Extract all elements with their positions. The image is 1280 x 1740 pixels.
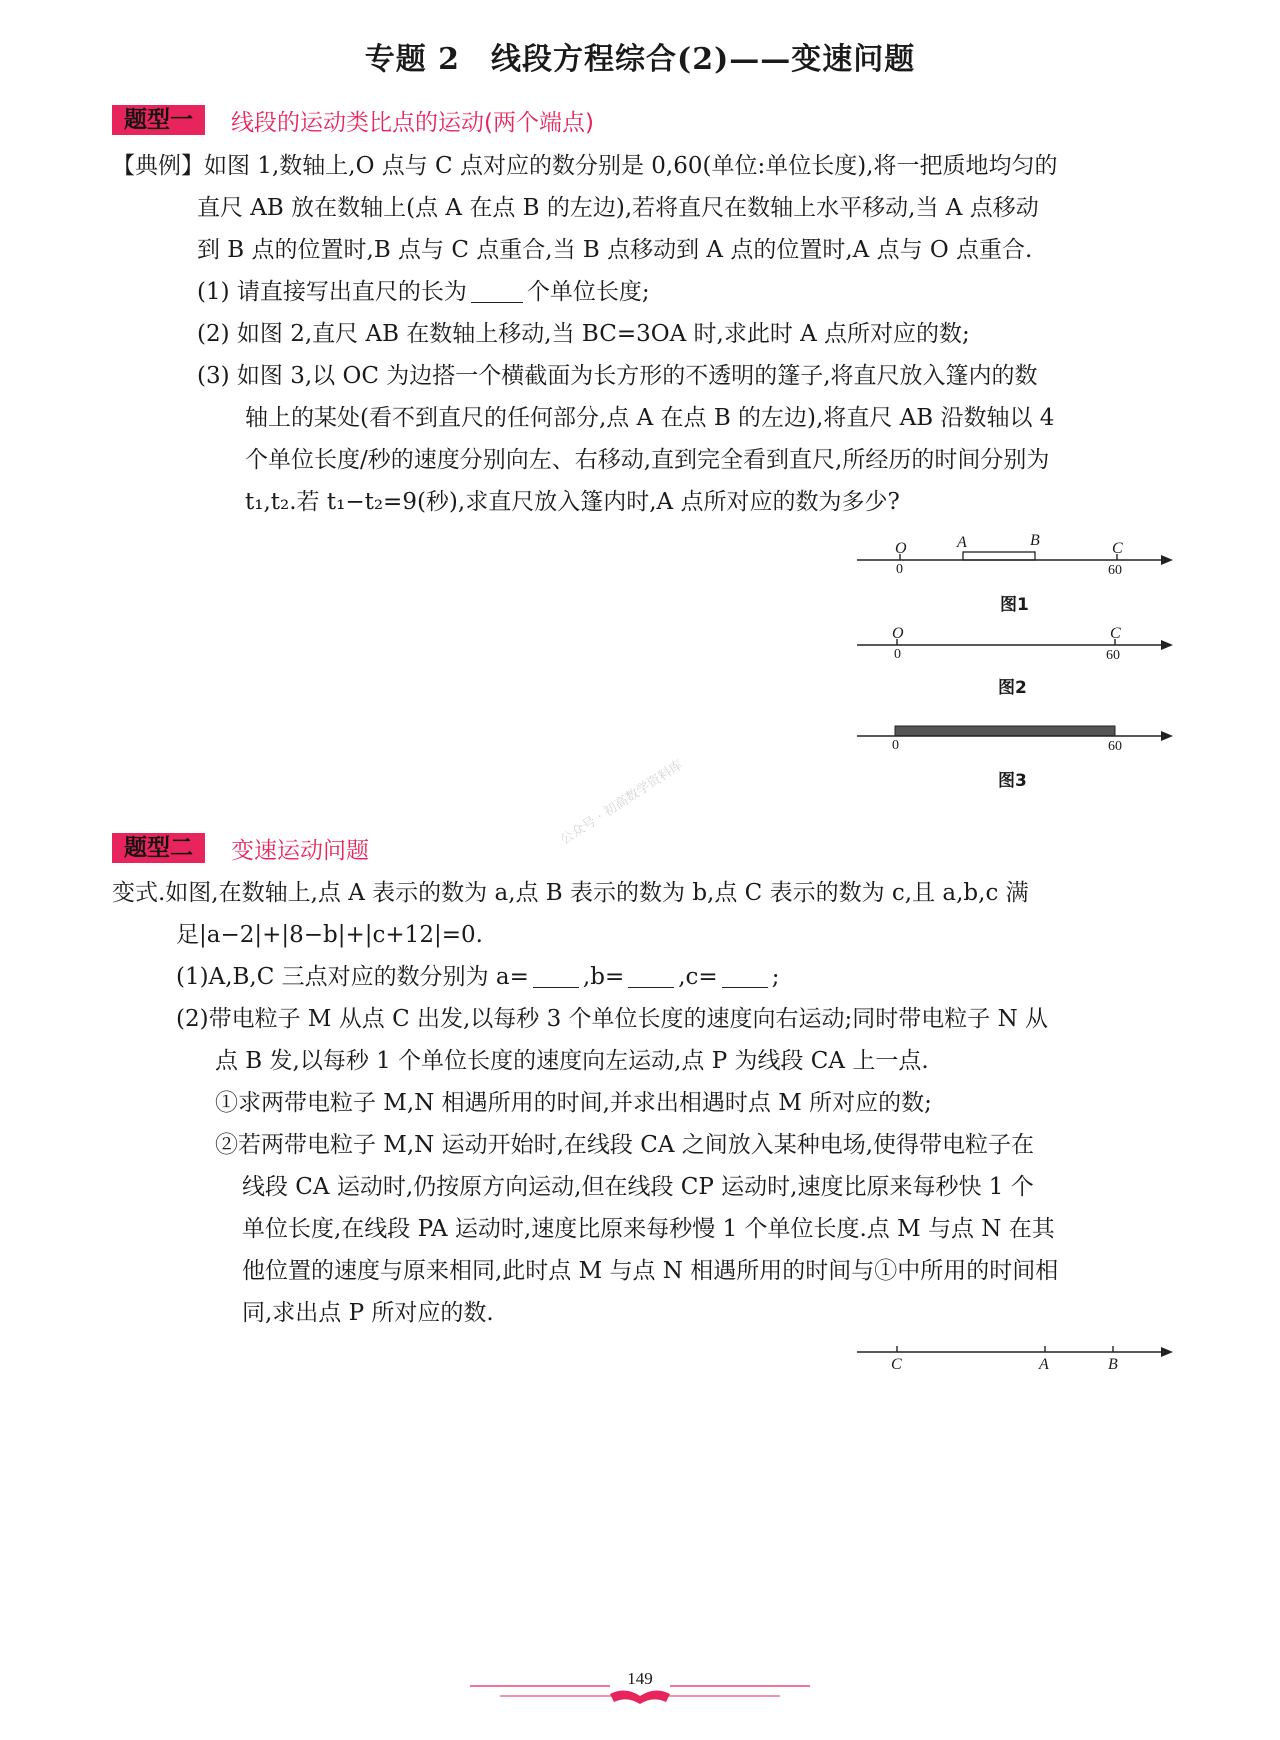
variant-question-1 xyxy=(112,956,1058,998)
example-problem xyxy=(112,145,1057,523)
section-2-tag: 题型二 xyxy=(112,833,205,863)
page-number: 149 xyxy=(627,1669,653,1688)
tick-label: 60 xyxy=(1108,739,1122,754)
section-1-tag: 题型一 xyxy=(112,105,205,135)
section-2-title: 变速运动问题 xyxy=(231,837,369,864)
number-line-with-canopy xyxy=(855,712,1175,748)
problem-line: 变式.如图,在数轴上,点 A 表示的数为 a,点 B 表示的数为 b,点 C 表示的数为 c,且 a,b,c 满 xyxy=(112,880,1029,906)
answer-blank-a xyxy=(533,961,579,988)
question-text: (1)A,B,C 三点对应的数分别为 a= xyxy=(176,964,529,990)
section-1-header xyxy=(112,105,594,135)
problem-line: 足|a−2|+|8−b|+|c+12|=0. xyxy=(176,922,483,948)
problem-line: 【典例】如图 1,数轴上,O 点与 C 点对应的数分别是 0,60(单位:单位长度),将一把质地均匀的 xyxy=(112,153,1058,179)
tick-label: 0 xyxy=(892,738,899,753)
problem-line: 点 B 发,以每秒 1 个单位长度的速度向左运动,点 P 为线段 CA 上一点. xyxy=(215,1048,929,1074)
question-1-unit: 个单位长度; xyxy=(526,279,650,305)
problem-line: t₁,t₂.若 t₁−t₂=9(秒),求直尺放入篷内时,A 点所对应的数为多少? xyxy=(245,489,900,515)
question-3: (3) 如图 3,以 OC 为边搭一个横截面为长方形的不透明的篷子,将直尺放入篷内的数 xyxy=(197,363,1038,389)
point-a-label: A xyxy=(1039,1356,1049,1373)
point-o-label: O xyxy=(895,540,907,557)
problem-line: 同,求出点 P 所对应的数. xyxy=(242,1300,494,1326)
variant-problem xyxy=(112,872,1058,1334)
variant-question-2: (2)带电粒子 M 从点 C 出发,以每秒 3 个单位长度的速度向右运动;同时带电粒子 N 从 xyxy=(176,1006,1049,1032)
section-1-title: 线段的运动类比点的运动(两个端点) xyxy=(231,109,594,136)
point-o-label: O xyxy=(892,625,904,642)
figure-2 xyxy=(855,615,1175,675)
section-2-header xyxy=(112,833,369,863)
problem-line: 直尺 AB 放在数轴上(点 A 在点 B 的左边),若将直尺在数轴上水平移动,当 A 点移动 xyxy=(197,195,1039,221)
figure-1-caption: 图1 xyxy=(1000,595,1029,615)
problem-line: 他位置的速度与原来相同,此时点 M 与点 N 相遇所用的时间与①中所用的时间相 xyxy=(242,1258,1059,1284)
question-1-text: (1) 请直接写出直尺的长为 xyxy=(197,279,467,305)
question-text: ; xyxy=(771,964,780,990)
question-text: ,c= xyxy=(678,964,718,990)
point-b-label: B xyxy=(1108,1356,1118,1373)
problem-line: 轴上的某处(看不到直尺的任何部分,点 A 在点 B 的左边),将直尺 AB 沿数轴以 4 xyxy=(245,405,1055,431)
point-a-label: A xyxy=(957,534,967,551)
figure-2-caption: 图2 xyxy=(998,678,1027,698)
tick-label: 0 xyxy=(894,647,901,662)
problem-line: 个单位长度/秒的速度分别向左、右移动,直到完全看到直尺,所经历的时间分别为 xyxy=(245,447,1050,473)
answer-blank xyxy=(471,276,523,303)
answer-blank-b xyxy=(628,961,674,988)
number-line xyxy=(855,1330,1175,1370)
point-c-label: C xyxy=(891,1356,902,1373)
page-title: 专题 2 线段方程综合(2)——变速问题 xyxy=(364,42,916,77)
question-1 xyxy=(112,271,1057,313)
point-c-label: C xyxy=(1110,625,1121,642)
tick-label: 60 xyxy=(1106,648,1120,663)
watermark: 公众号 · 初高数学资料库 xyxy=(558,757,686,848)
figure-4 xyxy=(855,1330,1175,1380)
tick-label: 0 xyxy=(896,562,903,577)
figure-3-caption: 图3 xyxy=(998,771,1027,791)
figure-3 xyxy=(855,712,1175,762)
point-b-label: B xyxy=(1030,532,1040,549)
problem-line: 单位长度,在线段 PA 运动时,速度比原来每秒慢 1 个单位长度.点 M 与点 N 在其 xyxy=(242,1216,1055,1242)
problem-line: 到 B 点的位置时,B 点与 C 点重合,当 B 点移动到 A 点的位置时,A 点与 O 点重合. xyxy=(197,237,1033,263)
problem-line: 线段 CA 运动时,仍按原方向运动,但在线段 CP 运动时,速度比原来每秒快 1 个 xyxy=(242,1174,1034,1200)
sub-question-2: ②若两带电粒子 M,N 运动开始时,在线段 CA 之间放入某种电场,使得带电粒子在 xyxy=(215,1132,1035,1158)
answer-blank-c xyxy=(722,961,768,988)
question-text: ,b= xyxy=(582,964,625,990)
sub-question-1: ①求两带电粒子 M,N 相遇所用的时间,并求出相遇时点 M 所对应的数; xyxy=(215,1090,932,1116)
question-2: (2) 如图 2,直尺 AB 在数轴上移动,当 BC=3OA 时,求此时 A 点所对应的数; xyxy=(197,321,970,347)
tick-label: 60 xyxy=(1108,563,1122,578)
point-c-label: C xyxy=(1112,540,1123,557)
